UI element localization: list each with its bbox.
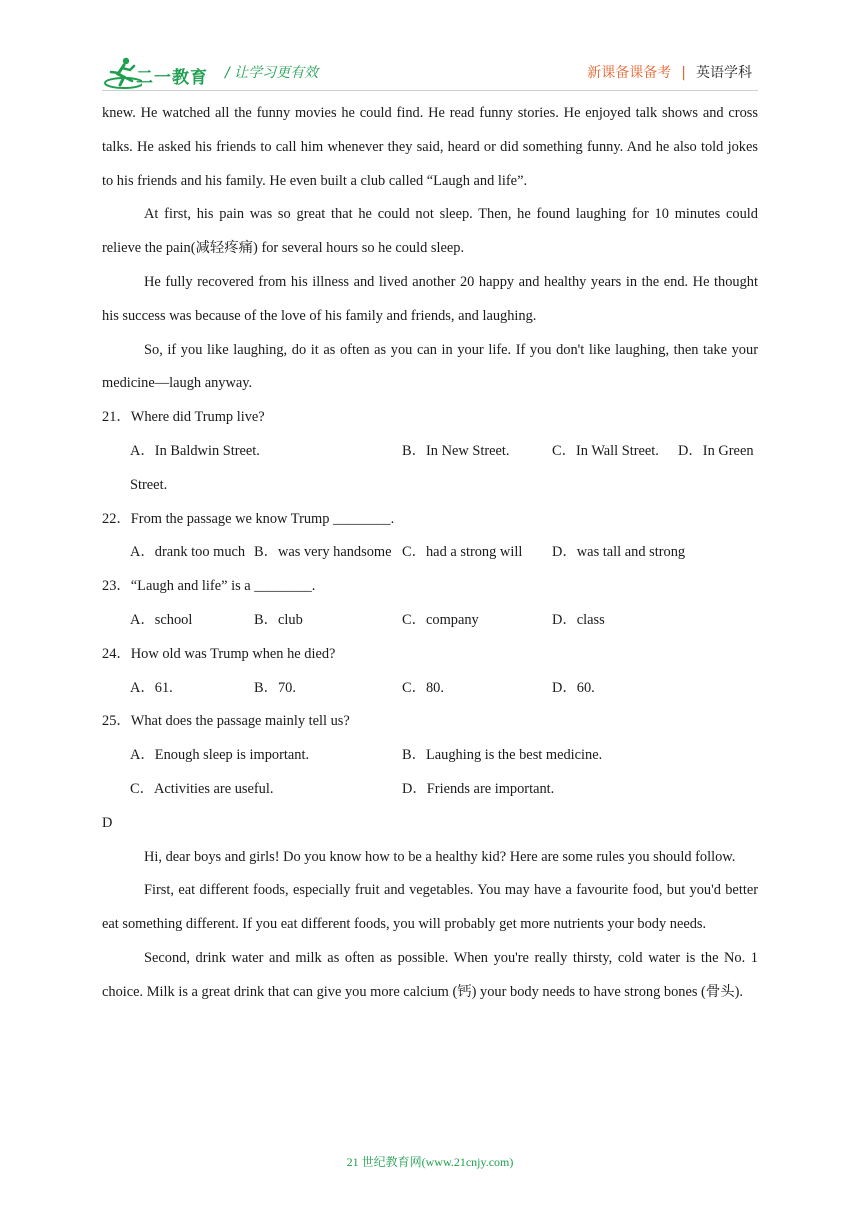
logo [102,55,212,91]
option-b: B．Laughing is the best medicine. [402,747,603,764]
header-subject: 英语学科 [696,65,752,81]
question-stem: 22．From the passage we know Trump ________. [102,510,395,527]
passage-paragraph: knew. He watched all the funny movies he could find. He read funny stories. He enjoyed talk shows and cross talks. He asked his friends to call him whenever they said, heard or did something funny. And he also told jokes to his friends and his family. He even built a club called “Laugh and life”. [102,105,758,189]
section-title: D [102,814,113,831]
option-d: D．60. [552,679,595,696]
option-c: C．company [402,611,479,628]
option-a: A．drank too much [130,544,246,561]
header-tagline: 新课备课备考 [587,65,672,81]
question-stem: 25．What does the passage mainly tell us? [102,713,350,730]
option-c: C．80. [402,679,444,696]
option-b: B．70. [254,679,296,696]
option-a: A．In Baldwin Street. [130,442,260,459]
passage-paragraph: At first, his pain was so great that he could not sleep. Then, he found laughing for 10 minutes could relieve the pain(减轻疼痛) for several hours so he could sleep. [102,206,758,257]
question-stem: 21．Where did Trump live? [102,409,265,426]
option-c: C．Activities are useful. [130,780,274,797]
question-options [130,672,758,706]
option-b: B．was very handsome [254,544,392,561]
option-b: B．In New Street. [402,442,510,459]
document-body [102,97,758,1010]
page-header [0,0,860,100]
question-options [130,604,758,638]
option-d: D．was tall and strong [552,544,686,561]
option-d: D．Friends are important. [402,780,555,797]
logo-text: 二一教育 [136,68,208,88]
page-footer: 21 世纪教育网(www.21cnjy.com) [346,1155,514,1169]
header-divider [102,90,758,91]
option-c: C．had a strong will [402,544,523,561]
option-b: B．club [254,611,303,628]
question-options [130,536,758,570]
option-c: C．In Wall Street. [552,442,659,459]
passage-paragraph: He fully recovered from his illness and lived another 20 happy and healthy years in the end. He thought his success was because of the love of his family and friends, and laughing. [102,273,758,324]
question-stem: 24．How old was Trump when he died? [102,645,336,662]
option-d: D．In Green Street. [130,442,754,493]
option-a: A．Enough sleep is important. [130,747,310,764]
question-stem: 23．“Laugh and life” is a ________. [102,578,316,595]
slogan: / 让学习更有效 [225,65,319,81]
question-options [130,739,758,807]
passage-paragraph: First, eat different foods, especially fruit and vegetables. You may have a favourite food, but you'd better eat something different. If you eat different foods, you will probably get more nutrients your body needs. [102,882,758,933]
question-options [130,435,758,503]
option-a: A．school [130,611,193,628]
option-d: D．class [552,611,605,628]
passage-paragraph: Hi, dear boys and girls! Do you know how to be a healthy kid? Here are some rules you should follow. [144,848,736,865]
header-separator: | [681,65,686,81]
header-right [587,62,752,82]
passage-paragraph: Second, drink water and milk as often as possible. When you're really thirsty, cold water is the No. 1 choice. Milk is a great drink that can give you more calcium (钙) your body needs to have strong bones (骨头). [102,949,758,1000]
passage-paragraph: So, if you like laughing, do it as often as you can in your life. If you don't like laughing, then take your medicine—laugh anyway. [102,341,758,392]
option-a: A．61. [130,679,173,696]
